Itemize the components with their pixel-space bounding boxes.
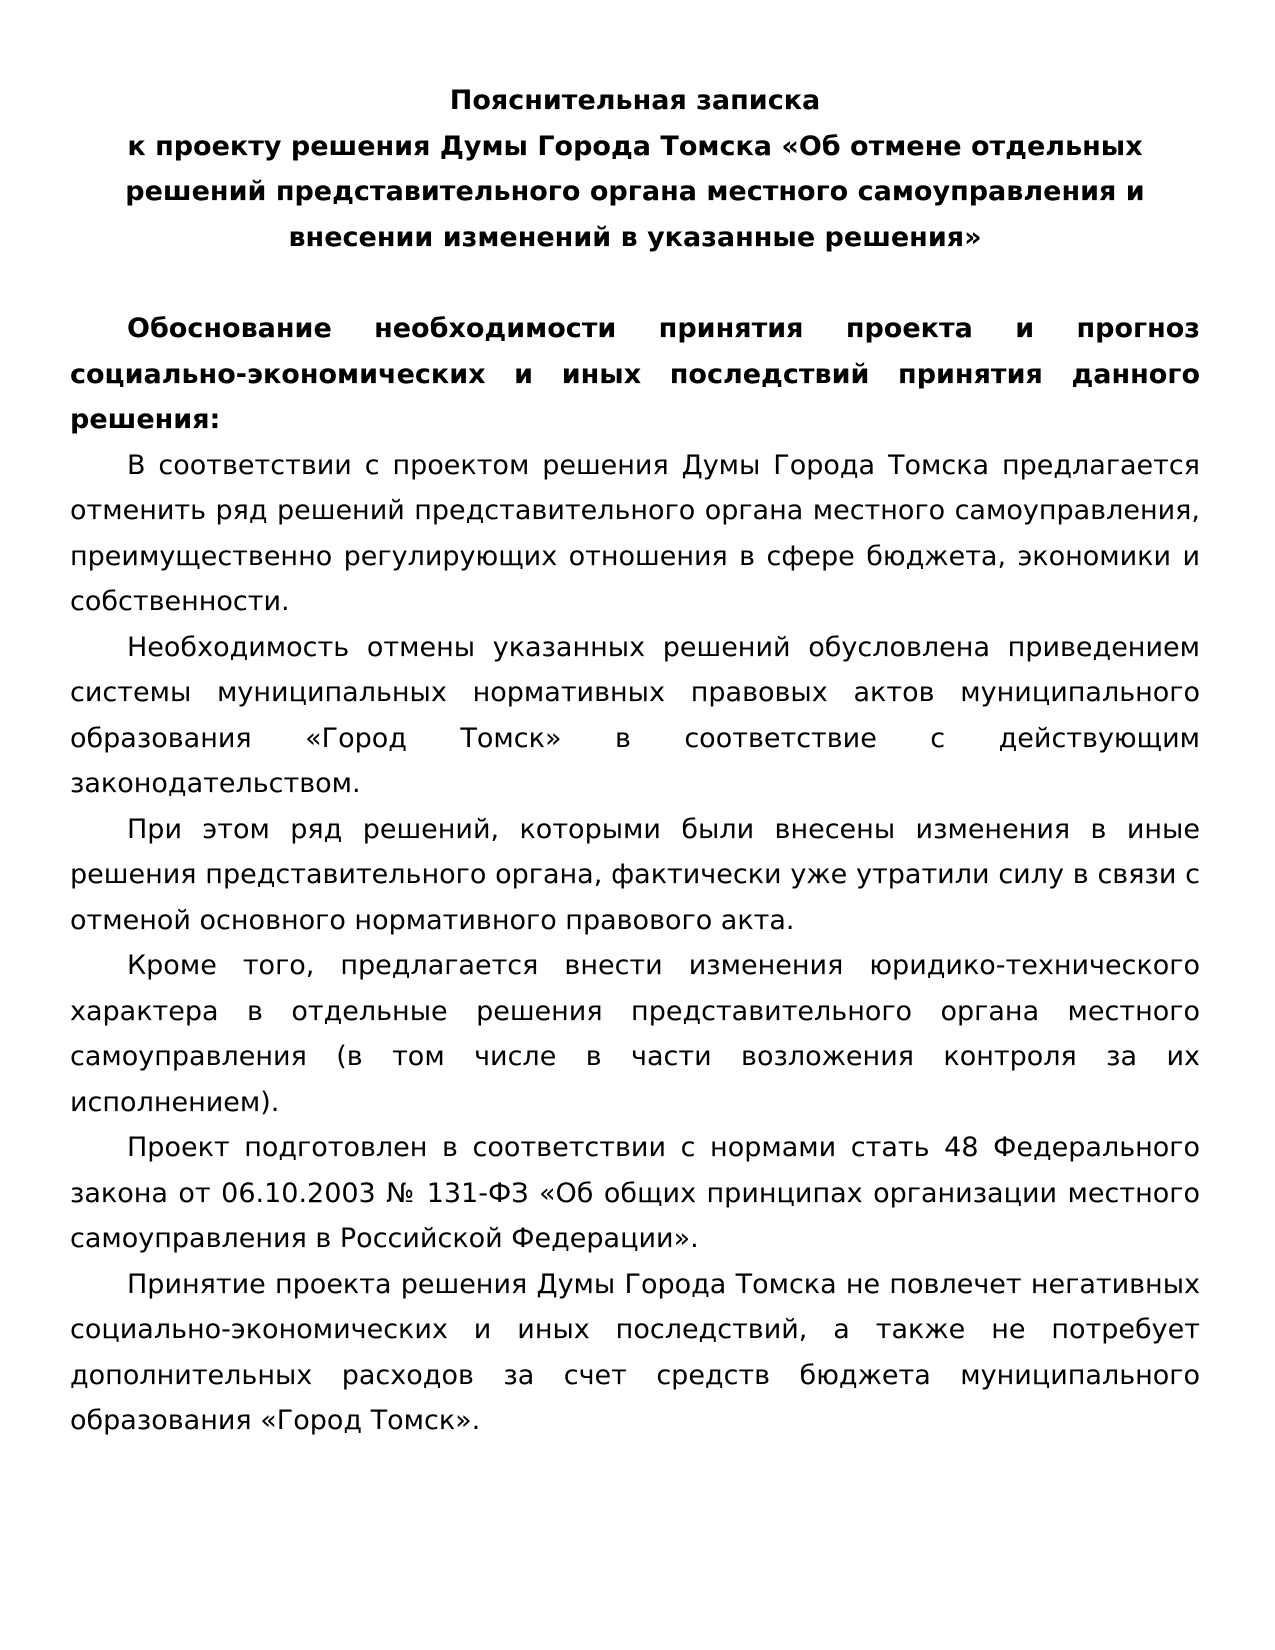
title-line: решений представительного органа местного самоуправления и <box>125 176 1145 207</box>
title-line: Пояснительная записка <box>449 85 821 116</box>
title-line: внесении изменений в указанные решения» <box>288 221 982 253</box>
section-heading: Обоснование необходимости принятия проекта и прогноз социально-экономических и иных последствий принятия данного решения: <box>70 313 1200 435</box>
paragraph-2: Необходимость отмены указанных решений обусловлена приведением системы муниципальных нормативных правовых актов муниципального образования «Город Томск» в соответствие с действующим законодательством. <box>70 631 1200 799</box>
paragraph-3: При этом ряд решений, которыми были внесены изменения в иные решения представительного органа, фактически уже утратили силу в связи с отменой основного нормативного правового акта. <box>70 813 1200 936</box>
paragraph-6: Принятие проекта решения Думы Города Томска не повлечет негативных социально-экономических и иных последствий, а также не потребует дополнительных расходов за счет средств бюджета муниципального образования «Город Томск». <box>70 1268 1200 1436</box>
paragraph-1: В соответствии с проектом решения Думы Города Томска предлагается отменить ряд решений представительного органа местного самоуправления, преимущественно регулирующих отношения в сфере бюджета, экономики и собственности. <box>70 449 1200 617</box>
paragraph-5: Проект подготовлен в соответствии с нормами стать 48 Федерального закона от 06.10.2003 № 131-ФЗ «Об общих принципах организации местного самоуправления в Российской Федерации». <box>70 1132 1200 1254</box>
paragraph-4: Кроме того, предлагается внести изменения юридико-технического характера в отдельные решения представительного органа местного самоуправления (в том числе в части возложения контроля за их исполнением). <box>70 950 1200 1118</box>
document-page <box>70 78 1200 1444</box>
title-line: к проекту решения Думы Города Томска «Об отмене отдельных <box>127 130 1143 162</box>
document-title <box>70 78 1200 260</box>
